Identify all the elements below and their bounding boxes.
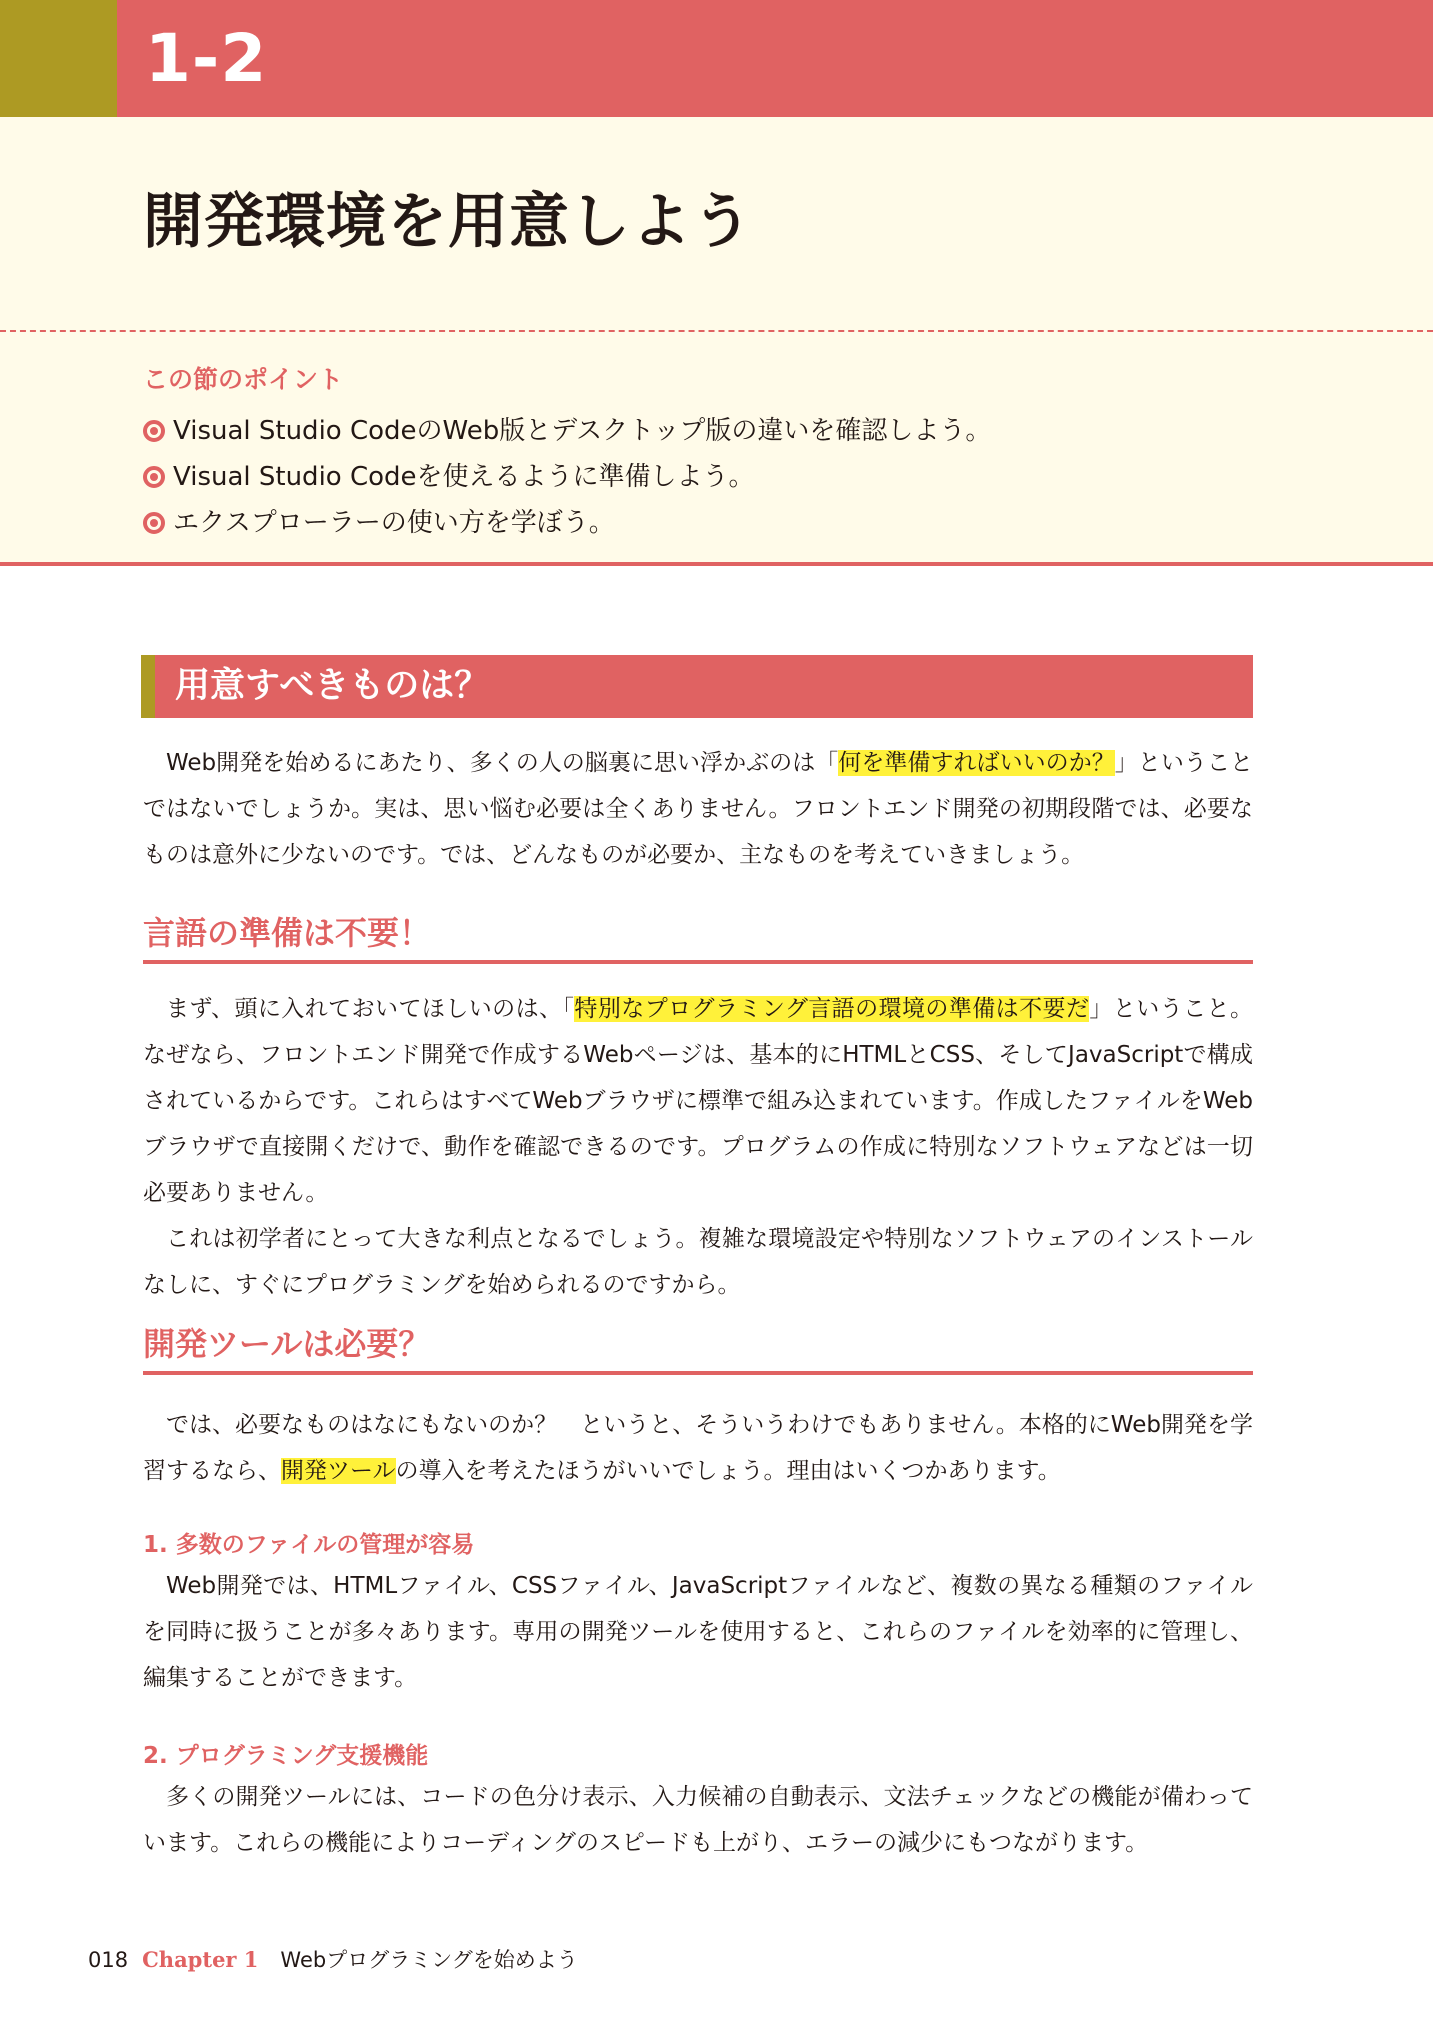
target-bullet-icon: [143, 512, 165, 534]
point-item: [143, 408, 991, 454]
text-run: Web開発を始めるにあたり、多くの人の脳裏に思い浮かぶのは「: [166, 750, 839, 776]
chapter-label: Chapter 1: [142, 1947, 259, 1972]
point-list: [143, 408, 991, 546]
points-panel-border: [0, 562, 1433, 566]
paragraph: これは初学者にとって大きな利点となるでしょう。複雑な環境設定や特別なソフトウェアのインストールなしに、すぐにプログラミングを始められるのですから。: [143, 1226, 1253, 1298]
target-bullet-icon: [143, 420, 165, 442]
points-heading: この節のポイント: [143, 365, 344, 394]
subheading-language: 言語の準備は不要！: [143, 914, 432, 952]
reason-heading: 2. プログラミング支援機能: [143, 1743, 429, 1769]
target-bullet-icon: [143, 466, 165, 488]
highlighted-text: 開発ツール: [281, 1458, 396, 1484]
text-run: の導入を考えたほうがいいでしょう。理由はいくつかあります。: [395, 1458, 1061, 1484]
page-title: 開発環境を用意しよう: [143, 187, 753, 257]
subheading-underline: [143, 1371, 1253, 1375]
reason-paragraph: [143, 1774, 1253, 1866]
reason-heading: 1. 多数のファイルの管理が容易: [143, 1532, 475, 1558]
section-heading-bar: [141, 655, 1253, 718]
subheading-tools: 開発ツールは必要？: [143, 1325, 431, 1363]
paragraph: [143, 1402, 1253, 1494]
language-paragraphs: [143, 986, 1253, 1308]
text-run: 」ということではないでしょうか。実は、思い悩む必要は全くありません。フロントエンド開発の初期段階では、必要なものは意外に少ないのです。では、どんなものが必要か、主なものを考えていきましょう。: [143, 750, 1254, 868]
text-run: では、必要なものはなにもないのか？ というと、そういうわけでもありません。本格的にWeb開発を学習するなら、: [143, 1412, 1253, 1484]
paragraph: 多くの開発ツールには、コードの色分け表示、入力候補の自動表示、文法チェックなどの機能が備わっています。これらの機能によりコーディングのスピードも上がり、エラーの減少にもつながります。: [143, 1784, 1253, 1856]
reason-paragraph: [143, 1563, 1253, 1701]
section-heading: 用意すべきものは？: [175, 666, 490, 706]
point-text: エクスプローラーの使い方を学ぼう。: [173, 508, 615, 538]
point-text: Visual Studio Codeを使えるように準備しよう。: [173, 462, 755, 492]
paragraph: Web開発では、HTMLファイル、CSSファイル、JavaScriptファイルなど、複数の異なる種類のファイルを同時に扱うことが多々あります。専用の開発ツールを使用すると、これらのファイルを効率的に管理し、編集することができます。: [143, 1573, 1253, 1691]
point-item: [143, 454, 991, 500]
text-run: 」ということ。なぜなら、フロントエンド開発で作成するWebページは、基本的にHTMLとCSS、そしてJavaScriptで構成されているからです。これらはすべてWebブラウザに標準で組み込まれています。作成したファイルをWebブラウザで直接開くだけで、動作を確認できるのです。プログラムの作成に特別なソフトウェアなどは一切必要ありません。: [143, 996, 1254, 1206]
paragraph: [143, 740, 1253, 878]
tools-paragraph: [143, 1402, 1253, 1494]
header-olive-block: [0, 0, 117, 117]
intro-paragraph: [143, 740, 1253, 878]
highlighted-text: 特別なプログラミング言語の環境の準備は不要だ: [574, 996, 1090, 1022]
chapter-title: Webプログラミングを始めよう: [280, 1948, 578, 1972]
point-text: Visual Studio CodeのWeb版とデスクトップ版の違いを確認しよう。: [173, 416, 992, 446]
point-item: [143, 500, 991, 546]
paragraph: [143, 986, 1253, 1216]
dashed-divider: [0, 330, 1433, 332]
section-heading-accent: [141, 655, 155, 718]
text-run: まず、頭に入れておいてほしいのは、「: [166, 996, 575, 1022]
subheading-underline: [143, 960, 1253, 964]
page-number: 018: [88, 1948, 129, 1972]
highlighted-text: 何を準備すればいいのか？: [838, 750, 1115, 776]
section-number: 1-2: [145, 20, 268, 97]
page-footer: [88, 1945, 578, 1975]
